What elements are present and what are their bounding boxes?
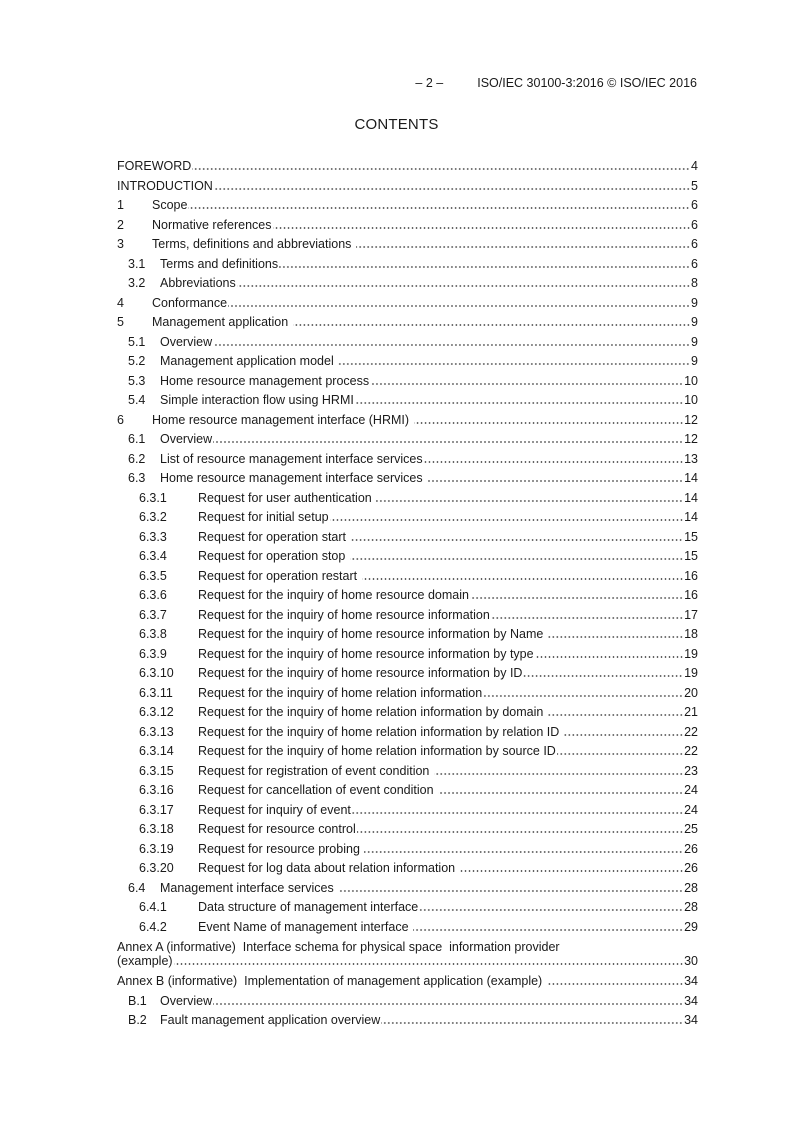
toc-entry-number: 6.3.3 <box>139 529 167 544</box>
toc-entry-number: 6.3.9 <box>139 646 167 661</box>
toc-entry[interactable] <box>117 469 698 489</box>
toc-entry-number: 6.3.12 <box>139 705 174 719</box>
toc-entry-number: 6 <box>117 412 124 427</box>
dot-leader <box>174 963 684 965</box>
dot-leader <box>438 792 683 794</box>
dot-leader <box>548 714 683 716</box>
toc-entry-page: 15 <box>684 529 698 544</box>
toc-entry-title: Overview <box>160 432 213 446</box>
toc-entry[interactable] <box>117 391 698 411</box>
toc-entry[interactable] <box>117 489 698 509</box>
toc-entry-title: Request for operation restart <box>198 568 361 583</box>
toc-entry-number: 6.3.15 <box>139 763 174 778</box>
toc-entry-page: 10 <box>684 373 698 388</box>
toc-entry-page: 20 <box>684 685 698 700</box>
toc-entry-page: 22 <box>684 744 698 758</box>
toc-entry-page: 5 <box>691 178 698 193</box>
toc-entry-title: List of resource management interface services <box>160 451 423 466</box>
toc-entry-title: Abbreviations <box>160 276 236 290</box>
toc-entry-title: Request for resource probing <box>198 841 364 856</box>
toc-entry-number: 5.2 <box>128 354 146 368</box>
toc-entry[interactable] <box>117 625 698 645</box>
toc-entry[interactable] <box>117 430 698 450</box>
toc-entry-page: 14 <box>684 490 698 505</box>
dot-leader <box>413 929 683 931</box>
table-of-contents <box>117 157 698 1031</box>
toc-entry-number: 6.3.16 <box>139 783 174 797</box>
toc-entry-title: Request for the inquiry of home resource information by ID <box>198 666 523 680</box>
dot-leader <box>364 851 683 853</box>
toc-entry-page: 12 <box>684 412 698 427</box>
toc-entry-page: 9 <box>691 295 698 310</box>
dot-leader <box>362 578 684 580</box>
toc-entry-title: Request for operation start <box>198 529 350 544</box>
toc-entry-number: B.1 <box>128 993 147 1008</box>
toc-entry-number: 6.3.1 <box>139 490 167 505</box>
toc-entry-page: 14 <box>684 510 698 524</box>
toc-entry-number: 6.4.1 <box>139 900 167 914</box>
dot-leader <box>355 402 683 404</box>
toc-entry[interactable] <box>117 450 698 470</box>
toc-entry-title: Request for the inquiry of home relation information <box>198 685 483 700</box>
toc-entry-title: Fault management application overview <box>160 1013 381 1027</box>
page-header <box>415 76 697 90</box>
toc-entry-page: 6 <box>691 256 698 271</box>
dot-leader <box>330 519 683 521</box>
dot-leader <box>350 539 683 541</box>
toc-entry-page: 19 <box>684 646 698 661</box>
toc-entry-title: Request for the inquiry of home resource information <box>198 607 490 622</box>
toc-entry-title: Overview <box>160 334 213 349</box>
toc-entry-title: Annex A (informative) Interface schema for physical space information provider <box>117 940 560 954</box>
toc-entry-page: 19 <box>684 666 698 680</box>
toc-entry-title: Terms and definitions <box>160 256 279 271</box>
toc-entry-title: Request for cancellation of event condition <box>198 783 438 797</box>
toc-entry-page: 14 <box>684 471 698 485</box>
dot-leader <box>350 558 683 560</box>
toc-entry-number: 6.3.2 <box>139 510 167 524</box>
toc-entry-page: 8 <box>691 276 698 290</box>
toc-entry-page: 13 <box>684 451 698 466</box>
toc-entry-page: 6 <box>691 237 698 251</box>
toc-entry[interactable] <box>117 992 698 1012</box>
toc-entry-title: Request for the inquiry of home resource information by type <box>198 646 534 661</box>
toc-entry-number: 6.4 <box>128 880 146 895</box>
toc-entry-title: Request for log data about relation information <box>198 861 459 875</box>
toc-entry[interactable] <box>117 235 698 255</box>
toc-entry-page: 16 <box>684 568 698 583</box>
toc-entry[interactable] <box>117 294 698 314</box>
toc-entry[interactable] <box>117 801 698 821</box>
dot-leader <box>523 675 683 677</box>
dot-leader <box>237 285 690 287</box>
toc-entry-title: Conformance <box>152 295 228 310</box>
toc-entry-number: 6.3.4 <box>139 549 167 563</box>
toc-entry-page: 9 <box>691 354 698 368</box>
toc-entry-title: Management application model <box>160 354 338 368</box>
dot-leader <box>213 344 690 346</box>
toc-entry[interactable] <box>117 762 698 782</box>
toc-entry-page: 9 <box>691 334 698 349</box>
dot-leader <box>376 500 683 502</box>
toc-entry-number: 5.3 <box>128 373 146 388</box>
dot-leader <box>419 909 683 911</box>
toc-entry-title: Normative references <box>152 217 272 232</box>
toc-entry-title: Data structure of management interface <box>198 900 419 914</box>
dot-leader <box>338 890 683 892</box>
dot-leader <box>370 383 683 385</box>
toc-entry-number: 6.2 <box>128 451 146 466</box>
dot-leader <box>470 597 683 599</box>
toc-entry-page: 24 <box>684 783 698 797</box>
toc-entry-title: Request for operation stop <box>198 549 349 563</box>
toc-entry-number: 6.3.6 <box>139 588 167 602</box>
toc-entry-number: 6.3.18 <box>139 822 174 836</box>
dot-leader <box>483 695 683 697</box>
toc-entry[interactable] <box>117 411 698 431</box>
toc-entry[interactable] <box>117 274 698 294</box>
dot-leader <box>424 461 683 463</box>
dot-leader <box>460 870 684 872</box>
toc-entry-title: Request for user authentication <box>198 490 376 505</box>
toc-entry-title: Annex B (informative) Implementation of management application (example) <box>117 974 546 988</box>
toc-entry-page: 22 <box>684 724 698 739</box>
toc-entry[interactable] <box>117 820 698 840</box>
toc-entry-page: 21 <box>684 705 698 719</box>
toc-entry-title: Management application <box>152 315 292 329</box>
toc-entry[interactable] <box>117 216 698 236</box>
toc-entry-number: 3.2 <box>128 276 146 290</box>
toc-entry[interactable] <box>117 177 698 197</box>
dot-leader <box>273 227 691 229</box>
toc-entry-page: 24 <box>684 802 698 817</box>
toc-entry-number: 6.3.14 <box>139 744 174 758</box>
dot-leader <box>414 422 684 424</box>
toc-entry-number: 1 <box>117 198 124 212</box>
toc-entry-page: 29 <box>684 919 698 934</box>
dot-leader <box>357 831 683 833</box>
toc-entry-title: Request for initial setup <box>198 510 329 524</box>
toc-entry[interactable] <box>117 781 698 801</box>
toc-entry[interactable] <box>117 372 698 392</box>
toc-entry-title-cont: (example) <box>117 954 173 968</box>
dot-leader <box>213 1003 683 1005</box>
toc-entry[interactable] <box>117 1011 698 1031</box>
toc-entry-title: Request for the inquiry of home relation information by domain <box>198 705 547 719</box>
toc-entry-page: 9 <box>691 315 698 329</box>
toc-entry-title: Simple interaction flow using HRMI <box>160 393 354 407</box>
dot-leader <box>427 480 683 482</box>
dot-leader <box>192 168 690 170</box>
toc-entry-number: 2 <box>117 217 124 232</box>
toc-entry-title: Home resource management interface services <box>160 471 427 485</box>
toc-entry-number: 6.3.8 <box>139 627 167 641</box>
toc-entry[interactable] <box>117 157 698 177</box>
dot-leader <box>352 812 683 814</box>
toc-entry[interactable] <box>117 664 698 684</box>
toc-entry-title: Request for the inquiry of home relation information by source ID <box>198 744 556 758</box>
toc-entry-title: Management interface services <box>160 880 338 895</box>
toc-entry[interactable] <box>117 352 698 372</box>
dot-leader <box>293 324 690 326</box>
toc-entry-title: Scope <box>152 198 188 212</box>
toc-entry[interactable] <box>117 859 698 879</box>
toc-entry-page: 28 <box>684 900 698 914</box>
toc-entry-page: 34 <box>684 993 698 1008</box>
toc-entry-number: 6.3.20 <box>139 861 174 875</box>
dot-leader <box>434 773 683 775</box>
toc-entry-page: 23 <box>684 763 698 778</box>
standard-reference: ISO/IEC 30100-3:2016 © ISO/IEC 2016 <box>477 76 697 90</box>
dot-leader <box>548 636 683 638</box>
toc-entry-page: 15 <box>684 549 698 563</box>
toc-entry-number: 3.1 <box>128 256 146 271</box>
toc-entry-number: 6.3.7 <box>139 607 167 622</box>
toc-entry[interactable] <box>117 606 698 626</box>
toc-entry-number: 6.3.5 <box>139 568 167 583</box>
dot-leader <box>279 266 690 268</box>
toc-entry-title: Request for the inquiry of home relation information by relation ID <box>198 724 563 739</box>
toc-entry-page: 34 <box>684 1013 698 1027</box>
toc-entry[interactable] <box>117 645 698 665</box>
toc-entry-title: Overview <box>160 993 213 1008</box>
toc-entry-page: 25 <box>684 822 698 836</box>
toc-entry-number: B.2 <box>128 1013 147 1027</box>
dot-leader <box>188 207 690 209</box>
toc-entry-page: 26 <box>684 841 698 856</box>
toc-entry-page: 4 <box>691 159 698 173</box>
toc-entry[interactable] <box>117 703 698 723</box>
toc-entry-page: 30 <box>684 954 698 968</box>
dot-leader <box>214 188 690 190</box>
toc-entry-title: INTRODUCTION <box>117 178 213 193</box>
toc-entry-number: 6.3.13 <box>139 724 174 739</box>
toc-entry-number: 6.4.2 <box>139 919 167 934</box>
toc-entry-page: 17 <box>684 607 698 622</box>
toc-entry[interactable] <box>117 547 698 567</box>
toc-entry[interactable] <box>117 313 698 333</box>
toc-entry[interactable] <box>117 586 698 606</box>
page-number: – 2 – <box>415 76 444 90</box>
toc-entry-number: 6.3.17 <box>139 802 174 817</box>
dot-leader <box>338 363 690 365</box>
toc-entry-title: Terms, definitions and abbreviations <box>152 237 355 251</box>
toc-entry-page: 16 <box>684 588 698 602</box>
toc-entry-number: 5.1 <box>128 334 146 349</box>
toc-entry-title: Home resource management process <box>160 373 370 388</box>
toc-entry-title: Event Name of management interface <box>198 919 413 934</box>
dot-leader <box>564 734 683 736</box>
toc-entry-page: 18 <box>684 627 698 641</box>
toc-entry-page: 34 <box>684 974 698 988</box>
dot-leader <box>228 305 690 307</box>
toc-entry[interactable] <box>117 898 698 918</box>
dot-leader <box>535 656 684 658</box>
toc-entry-title: Request for the inquiry of home resource domain <box>198 588 469 602</box>
dot-leader <box>491 617 683 619</box>
dot-leader <box>356 246 690 248</box>
toc-entry-annex-a[interactable] <box>117 937 698 968</box>
toc-entry-title: Request for the inquiry of home resource information by Name <box>198 627 547 641</box>
toc-entry-number: 3 <box>117 237 124 251</box>
toc-entry-title: Request for resource control <box>198 822 356 836</box>
dot-leader <box>557 753 683 755</box>
toc-entry[interactable] <box>117 723 698 743</box>
toc-entry-page: 10 <box>684 393 698 407</box>
toc-entry[interactable] <box>117 972 698 992</box>
toc-entry[interactable] <box>117 196 698 216</box>
toc-entry[interactable] <box>117 567 698 587</box>
toc-entry[interactable] <box>117 879 698 899</box>
toc-entry-number: 6.1 <box>128 432 146 446</box>
toc-entry[interactable] <box>117 840 698 860</box>
toc-entry-title: FOREWORD <box>117 159 192 173</box>
toc-entry[interactable] <box>117 918 698 938</box>
toc-entry-number: 6.3 <box>128 471 146 485</box>
toc-entry-page: 6 <box>691 217 698 232</box>
toc-entry-page: 28 <box>684 880 698 895</box>
toc-entry[interactable] <box>117 528 698 548</box>
dot-leader <box>381 1022 683 1024</box>
toc-entry-title: Request for inquiry of event <box>198 802 351 817</box>
page-title: CONTENTS <box>354 116 439 133</box>
toc-entry-number: 6.3.11 <box>139 685 173 700</box>
toc-entry-title: Request for registration of event condition <box>198 763 433 778</box>
toc-entry-number: 6.3.19 <box>139 841 174 856</box>
toc-entry[interactable] <box>117 255 698 275</box>
toc-entry-number: 5 <box>117 315 124 329</box>
toc-entry-page: 6 <box>691 198 698 212</box>
toc-entry-number: 5.4 <box>128 393 146 407</box>
toc-entry-number: 4 <box>117 295 124 310</box>
toc-entry-page: 26 <box>684 861 698 875</box>
toc-entry-page: 12 <box>684 432 698 446</box>
toc-entry[interactable] <box>117 742 698 762</box>
toc-entry-title: Home resource management interface (HRMI) <box>152 412 413 427</box>
toc-entry[interactable] <box>117 333 698 353</box>
toc-entry[interactable] <box>117 508 698 528</box>
toc-entry-number: 6.3.10 <box>139 666 174 680</box>
toc-entry[interactable] <box>117 684 698 704</box>
dot-leader <box>213 441 683 443</box>
dot-leader <box>547 983 683 985</box>
